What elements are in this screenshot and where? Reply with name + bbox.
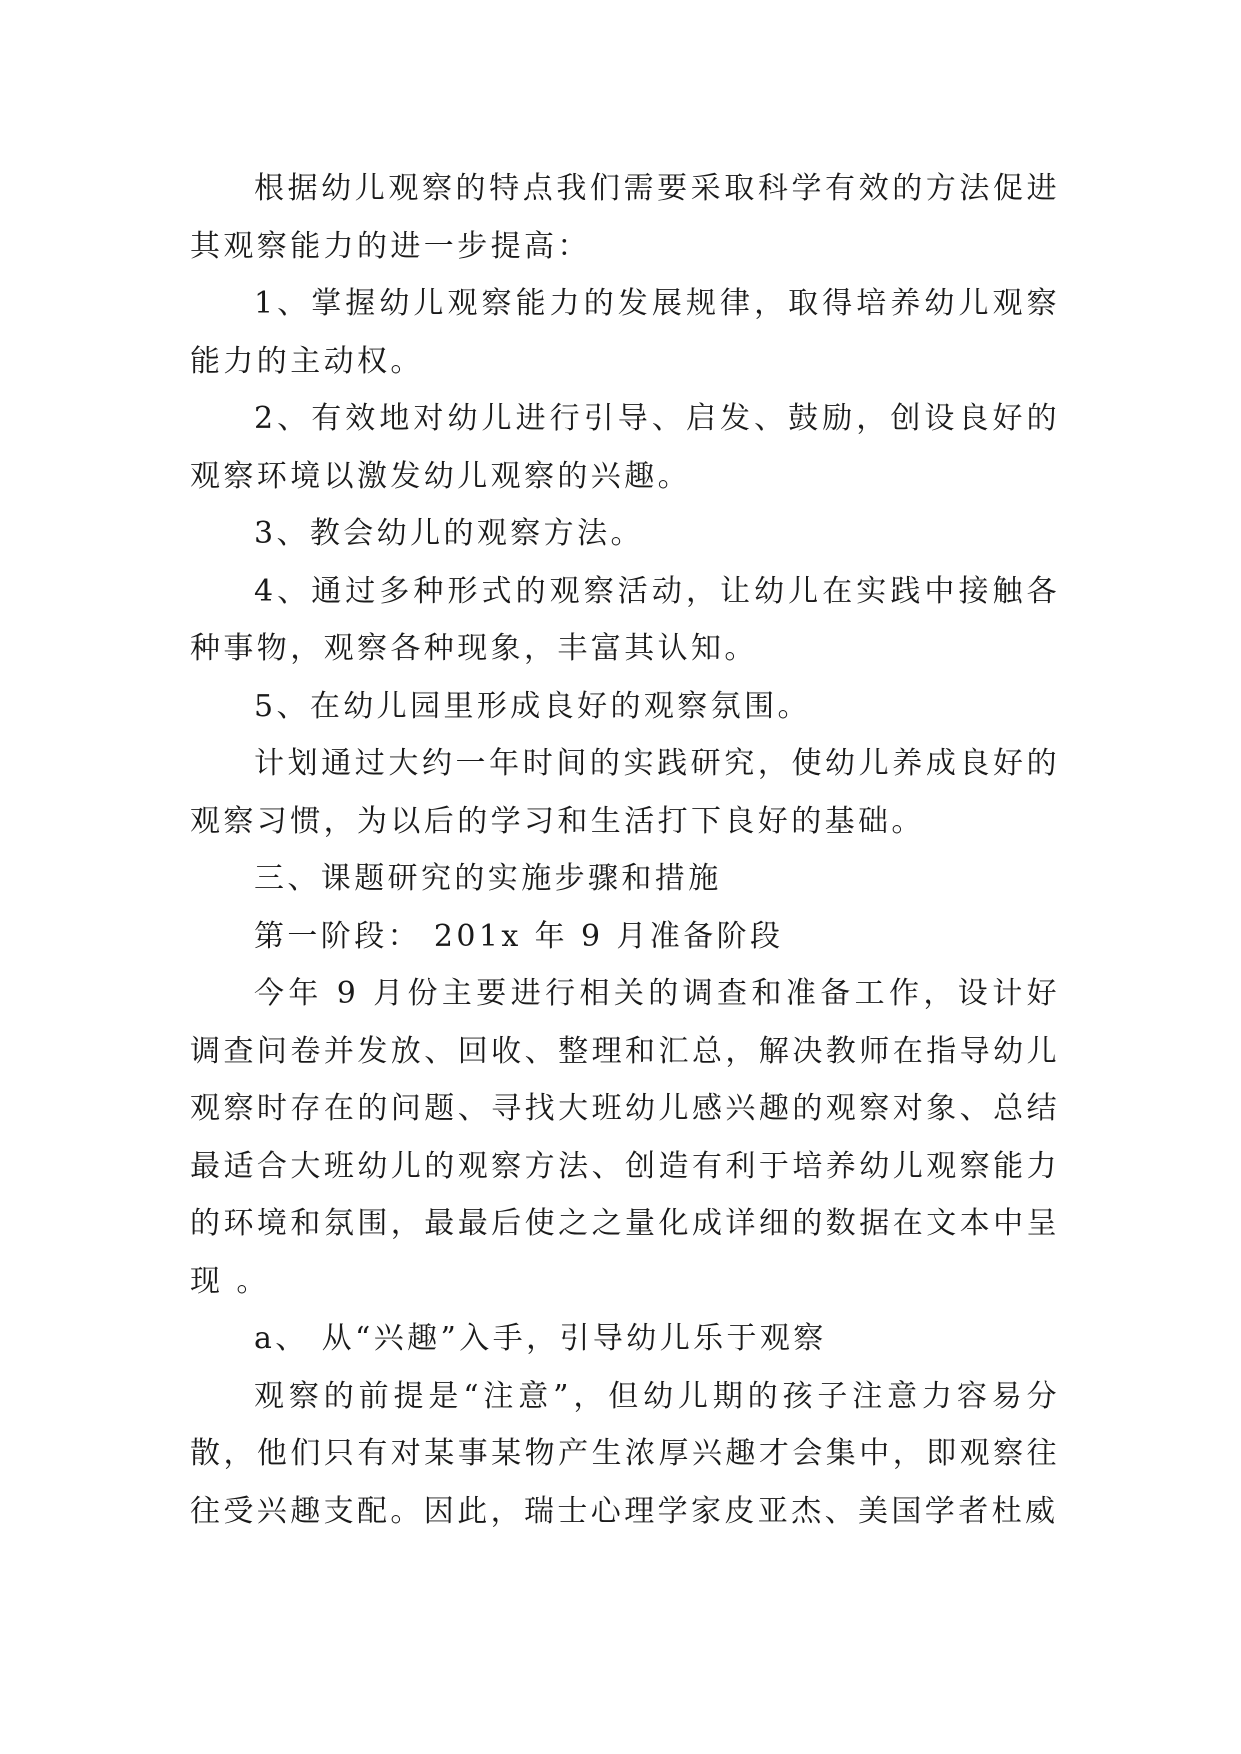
stage-heading: 第一阶段： 201x 年 9 月准备阶段 <box>254 918 784 954</box>
paragraph-item-3: 3、教会幼儿的观察方法。 <box>254 516 644 551</box>
section-heading: 三、课题研究的实施步骤和措施 <box>254 861 722 896</box>
paragraph-item-4: 4、通过多种形式的观察活动，让幼儿在实践中接触各种事物，观察各种现象，丰富其认知。 <box>190 573 1060 666</box>
paragraph-item-2: 2、有效地对幼儿进行引导、启发、鼓励，创设良好的观察环境以激发幼儿观察的兴趣。 <box>190 401 1060 494</box>
paragraph-item-1: 1、掌握幼儿观察能力的发展规律，取得培养幼儿观察能力的主动权。 <box>190 286 1060 379</box>
paragraph-plan: 计划通过大约一年时间的实践研究，使幼儿养成良好的观察习惯，为以后的学习和生活打下良好的基础。 <box>190 746 1060 839</box>
subsection-heading: a、 从“兴趣”入手，引导幼儿乐于观察 <box>254 1321 827 1356</box>
paragraph-item-5: 5、在幼儿园里形成良好的观察氛围。 <box>254 688 811 724</box>
paragraph-observation: 观察的前提是“注意”，但幼儿期的孩子注意力容易分散，他们只有对某事某物产生浓厚兴趣才会集中，即观察往往受兴趣支配。因此，瑞士心理学家皮亚杰、美国学者杜威 <box>190 1378 1060 1529</box>
paragraph-stage-detail: 今年 9 月份主要进行相关的调查和准备工作，设计好调查问卷并发放、回收、整理和汇总，解决教师在指导幼儿观察时存在的问题、寻找大班幼儿感兴趣的观察对象、总结最适合大班幼儿的观察方法、创造有利于培养幼儿观察能力的环境和氛围，最最后使之之量化成详细的数据在文本中呈现 。 <box>190 976 1060 1299</box>
paragraph-intro: 根据幼儿观察的特点我们需要采取科学有效的方法促进其观察能力的进一步提高： <box>190 171 1060 264</box>
document-body <box>190 160 1060 1540</box>
